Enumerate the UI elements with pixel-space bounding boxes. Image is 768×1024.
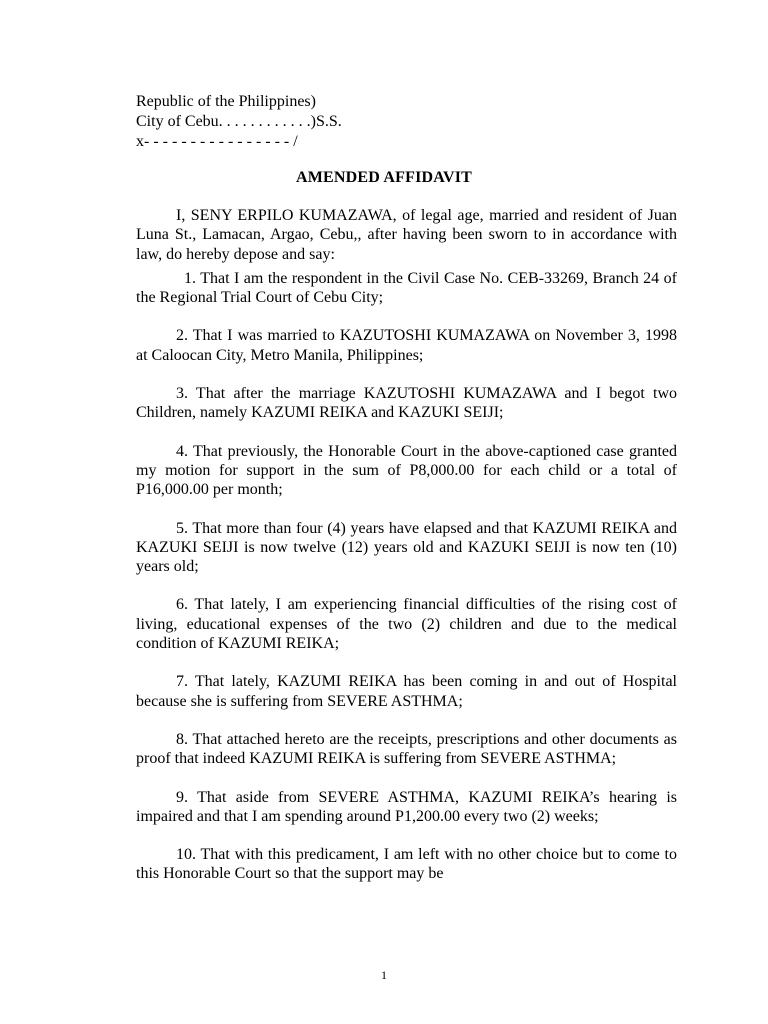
caption-city: City of Cebu. . . . . . . . . . . .)S.S. bbox=[136, 113, 342, 130]
paragraph-6: 6. That lately, I am experiencing financial difficulties of the rising cost of living, educational expenses of the two (2) children and due to the medical condition of KAZUMI REIKA; bbox=[136, 596, 677, 653]
paragraph-5: 5. That more than four (4) years have elapsed and that KAZUMI REIKA and KAZUKI SEIJI is now twelve (12) years old and KAZUKI SEIJI is now ten (10) years old; bbox=[136, 519, 677, 576]
paragraph-2: 2. That I was married to KAZUTOSHI KUMAZAWA on November 3, 1998 at Caloocan City, Metro Manila, Philippines; bbox=[136, 327, 677, 364]
paragraph-4: 4. That previously, the Honorable Court in the above-captioned case granted my motion for support in the sum of P8,000.00 for each child or a total of P16,000.00 per month; bbox=[136, 442, 677, 499]
document-body bbox=[136, 206, 677, 903]
document-title: AMENDED AFFIDAVIT bbox=[295, 169, 472, 186]
paragraph-3: 3. That after the marriage KAZUTOSHI KUMAZAWA and I begot two Children, namely KAZUMI REIKA and KAZUKI SEIJI; bbox=[136, 385, 677, 422]
paragraph-10: 10. That with this predicament, I am left with no other choice but to come to this Honorable Court so that the support may be bbox=[136, 846, 677, 883]
case-caption bbox=[136, 92, 342, 152]
page-number: 1 bbox=[381, 968, 387, 982]
caption-separator: x- - - - - - - - - - - - - - - - / bbox=[136, 133, 298, 150]
paragraph-1: 1. That I am the respondent in the Civil Case No. CEB-33269, Branch 24 of the Regional Trial Court of Cebu City; bbox=[136, 269, 677, 307]
paragraph-7: 7. That lately, KAZUMI REIKA has been coming in and out of Hospital because she is suffering from SEVERE ASTHMA; bbox=[136, 673, 677, 710]
paragraph-9: 9. That aside from SEVERE ASTHMA, KAZUMI REIKA’s hearing is impaired and that I am spending around P1,200.00 every two (2) weeks; bbox=[136, 788, 677, 825]
paragraph-8: 8. That attached hereto are the receipts, prescriptions and other documents as proof that indeed KAZUMI REIKA is suffering from SEVERE ASTHMA; bbox=[136, 730, 677, 768]
intro-paragraph: I, SENY ERPILO KUMAZAWA, of legal age, married and resident of Juan Luna St., Lamacan, Argao, Cebu,, after having been sworn to in accordance with law, do hereby depose and say: bbox=[136, 207, 677, 263]
caption-republic: Republic of the Philippines) bbox=[136, 93, 316, 110]
